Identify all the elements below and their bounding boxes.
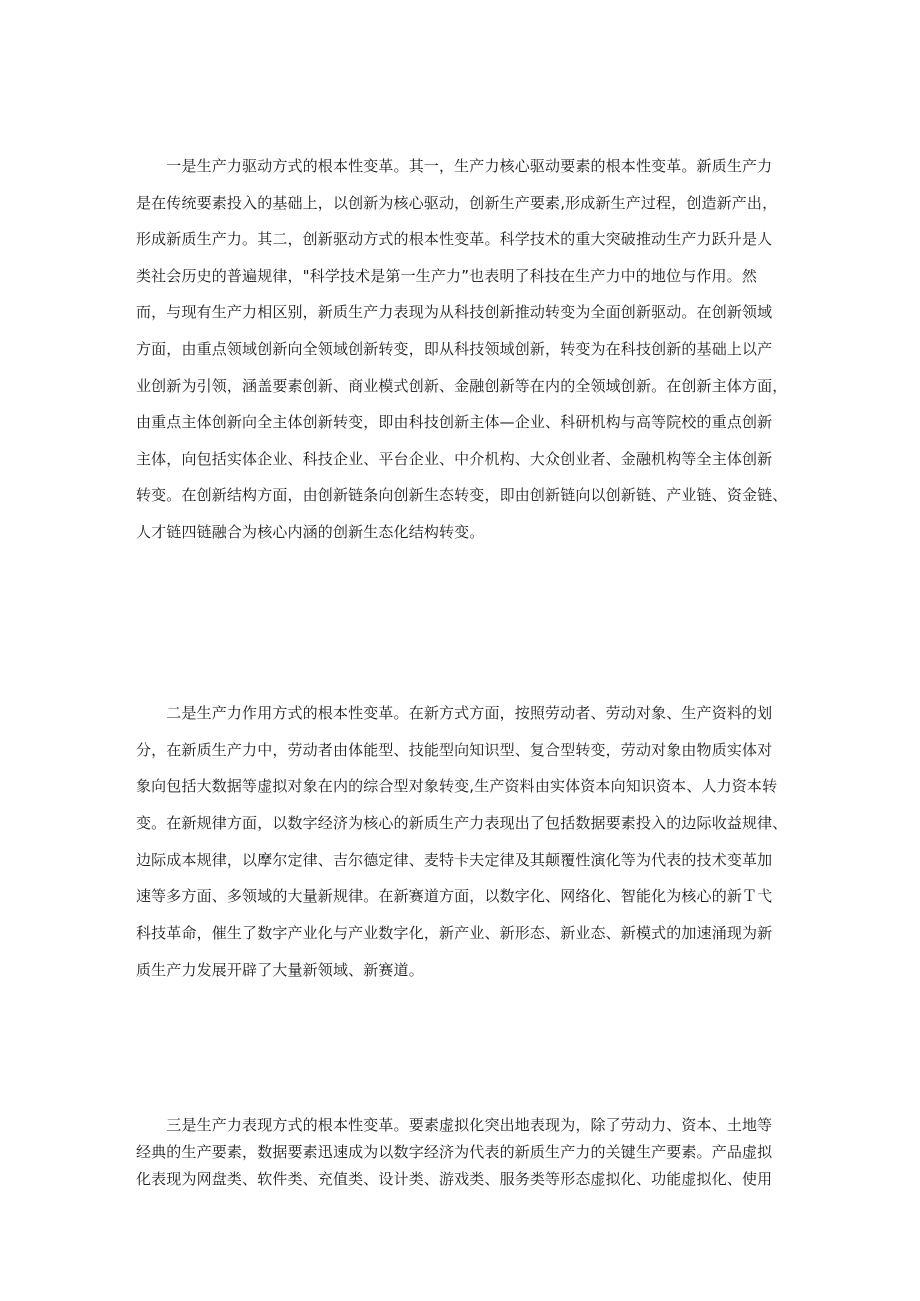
paragraph-line: 是在传统要素投入的基础上，以创新为核心驱动，创新生产要素,形成新生产过程，创造新产出， [136,193,778,212]
paragraph-line: 人才链四链融合为核心内涵的创新生态化结构转变。 [136,522,485,541]
paragraph-line: 质生产力发展开辟了大量新领域、新赛道。 [136,960,424,979]
paragraph-line: 分，在新质生产力中，劳动者由体能型、技能型向知识型、复合型转变，劳动对象由物质实体对 [136,740,773,759]
paragraph-line: 速等多方面、多领域的大量新规律。在新赛道方面，以数字化、网络化、智能化为核心的新Ｔ弋 [136,887,773,906]
paragraph-line: 变。在新规律方面，以数字经济为核心的新质生产力表现出了包括数据要素投入的边际收益规律、 [136,814,788,833]
paragraph-line: 一是生产力驱动方式的根本性变革。其一，生产力核心驱动要素的根本性变革。新质生产力 [136,157,773,175]
paragraph-line: 二是生产力作用方式的根本性变革。在新方式方面，按照劳动者、劳动对象、生产资料的划 [136,704,773,722]
paragraph-productive-force-action-mode [136,695,788,989]
paragraph-line: 形成新质生产力。其二，创新驱动方式的根本性变革。科学技术的重大突破推动生产力跃升是人 [136,230,773,249]
paragraph-line: 化表现为网盘类、软件类、充值类、设计类、游戏类、服务类等形态虚拟化、功能虚拟化、使用 [136,1170,773,1188]
paragraph-line: 象向包括大数据等虚拟对象在内的综合型对象转变,生产资料由实体资本向知识资本、人力资本转 [136,777,778,796]
paragraph-line: 类社会历史的普遍规律，"科学技术是第一生产力”也表明了科技在生产力中的地位与作用。然 [136,266,757,285]
paragraph-line: 而，与现有生产力相区别，新质生产力表现为从科技创新推动转变为全面创新驱动。在创新领域 [136,303,773,322]
paragraph-line: 业创新为引领，涵盖要素创新、商业模式创新、金融创新等在内的全领域创新。在创新主体方面， [136,376,788,395]
paragraph-line: 科技革命，催生了数字产业化与产业数字化，新产业、新形态、新业态、新模式的加速涌现为新 [136,924,773,943]
paragraph-line: 转变。在创新结构方面，由创新链条向创新生态转变，即由创新链向以创新链、产业链、资金链、 [136,486,788,505]
paragraph-line: 主体，向包括实体企业、科技企业、平台企业、中介机构、大众创业者、金融机构等全主体创新 [136,449,773,468]
paragraph-line: 方面，由重点领域创新向全领域创新转变，即从科技领域创新，转变为在科技创新的基础上以产 [136,339,773,358]
paragraph-productive-force-driving-mode [136,148,788,551]
paragraph-line: 边际成本规律，以摩尔定律、吉尔德定律、麦特卡夫定律及其颠覆性演化等为代表的技术变革加 [136,850,773,869]
paragraph-line: 由重点主体创新向全主体创新转变，即由科技创新主体—企业、科研机构与高等院校的重点创新 [136,413,773,432]
paragraph-line: 三是生产力表现方式的根本性变革。要素虚拟化突出地表现为，除了劳动力、资本、土地等 [136,1116,773,1134]
paragraph-line: 经典的生产要素，数据要素迅速成为以数字经济为代表的新质生产力的关键生产要素。产品虚拟 [136,1143,773,1161]
paragraph-productive-force-expression-mode [136,1112,788,1193]
